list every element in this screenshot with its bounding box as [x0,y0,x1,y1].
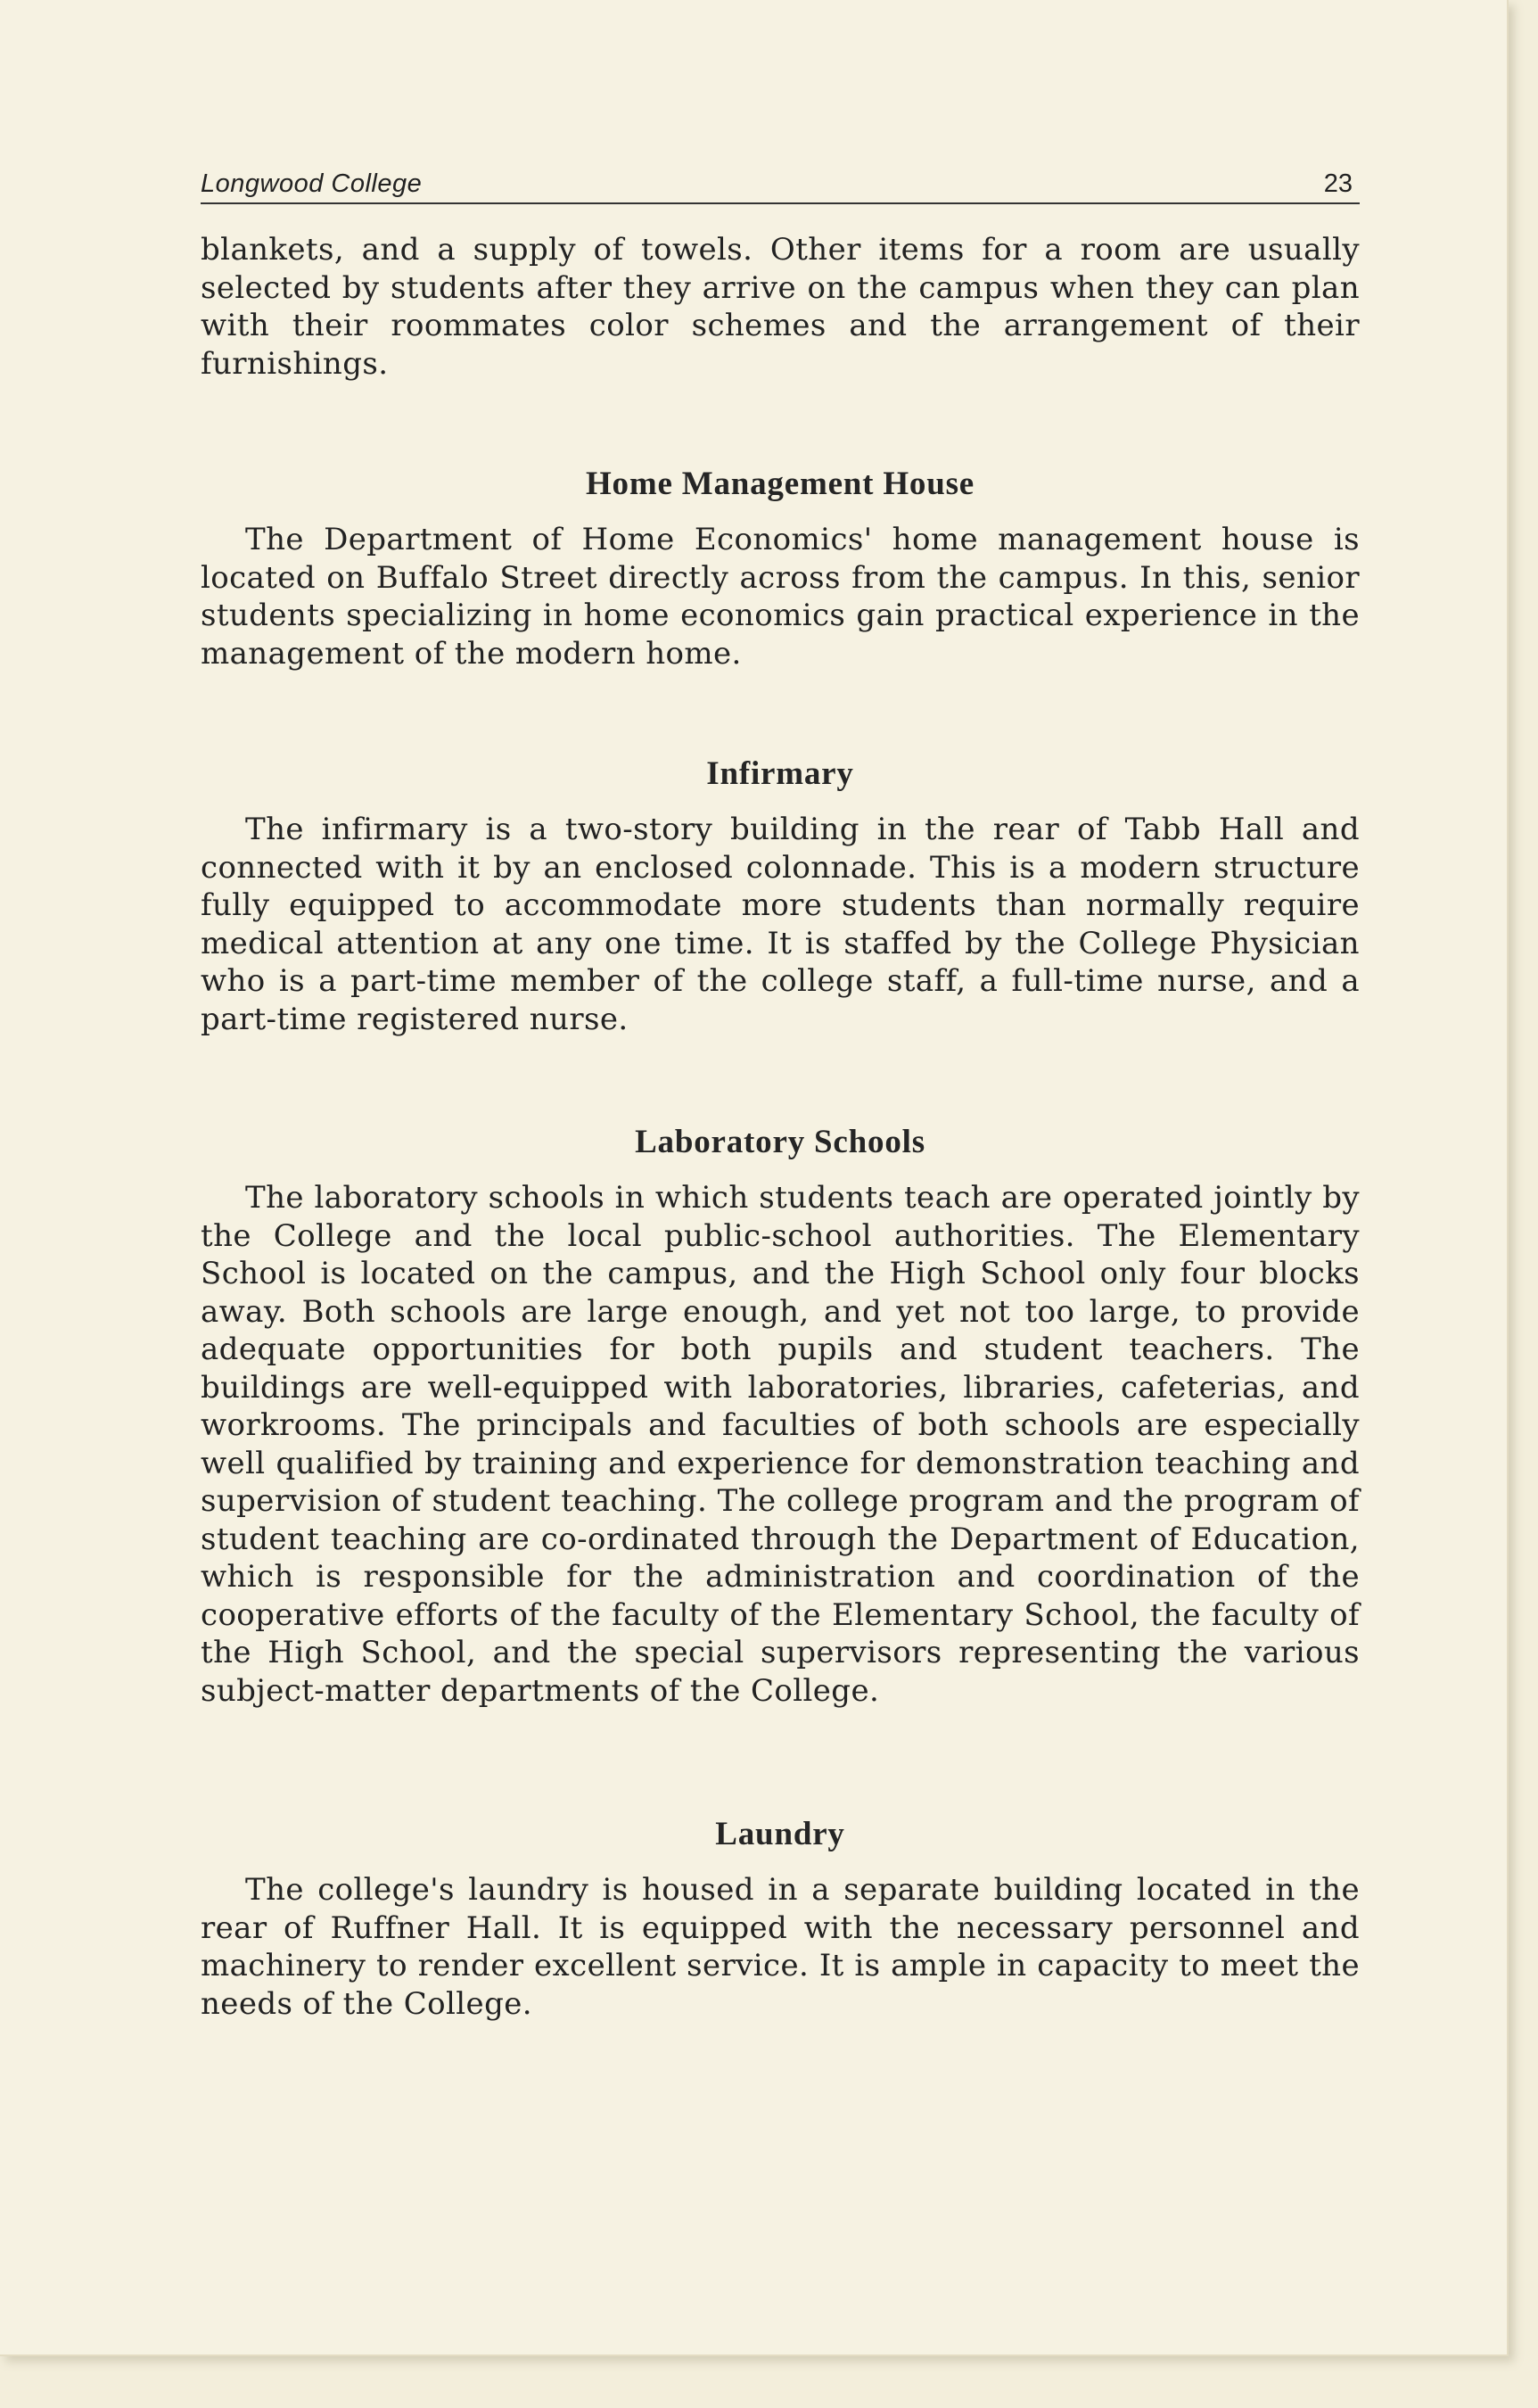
section-heading-laundry: Laundry [715,1816,845,1852]
section-heading-home-management-house: Home Management House [585,466,975,502]
section-body-laboratory-schools: The laboratory schools in which students teach are operated jointly by the College and the local public-school authorities. The Elementary School is located on the campus, and the High School only four blocks away. Both schools are large enough, and yet not too large, to provide adequate opportunities for both pupils and student teachers. The buildings are well-equipped with laboratories, libraries, cafeterias, and workrooms. The principals and faculties of both schools are especially well qualified by training and experience for demonstration teaching and supervision of student teaching. The college program and the program of student teaching are co-ordinated through the Department of Education, which is responsible for the administration and coordination of the cooperative efforts of the faculty of the Elementary School, the faculty of the High School, and the special supervisors representing the various subject-matter departments of the College. [201,1180,1360,1709]
section-heading-infirmary: Infirmary [706,755,854,792]
page-number: 23 [1323,169,1353,198]
section-body-laundry: The college's laundry is housed in a separate building located in the rear of Ruffner Hall. It is equipped with the necessary personnel and machinery to render excellent service. It is ample in capacity to meet the needs of the College. [201,1872,1360,2022]
running-head [201,169,1360,204]
intro-paragraph: blankets, and a supply of towels. Other items for a room are usually selected by students after they arrive on the campus when they can plan with their roommates color schemes and the arrangement of their furnishings. [201,232,1360,382]
page-content [201,169,1360,2023]
section-body-home-management-house: The Department of Home Economics' home management house is located on Buffalo Street directly across from the campus. In this, senior students specializing in home economics gain practical experience in the management of the modern home. [201,522,1360,672]
section-body-infirmary: The infirmary is a two-story building in the rear of Tabb Hall and connected with it by an enclosed colonnade. This is a modern structure fully equipped to accommodate more students than normally require medical attention at any one time. It is staffed by the College Physician who is a part-time member of the college staff, a full-time nurse, and a part-time registered nurse. [201,812,1360,1037]
section-heading-laboratory-schools: Laboratory Schools [635,1124,925,1160]
running-title: Longwood College [201,169,423,198]
